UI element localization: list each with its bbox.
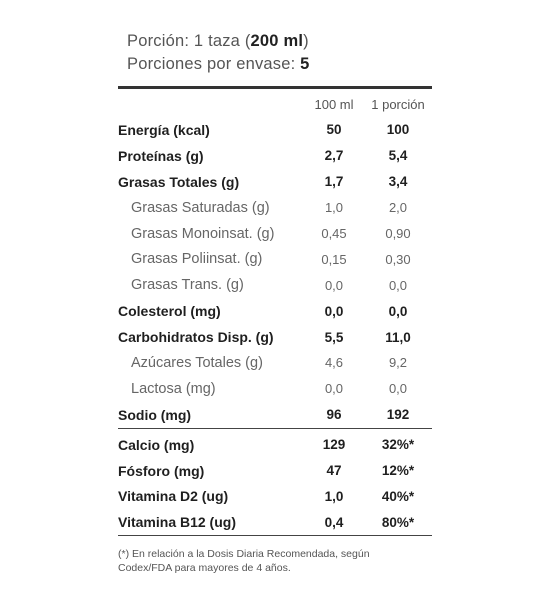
nutrition-facts-panel — [118, 30, 432, 575]
table-row: Lactosa (mg) 0,0 0,0 — [131, 380, 408, 397]
table-row: Calcio (mg) 129 32%* — [118, 436, 415, 453]
table-row: Grasas Totales (g) 1,7 3,4 — [118, 173, 408, 190]
divider-bottom — [118, 535, 432, 536]
table-row: Sodio (mg) 96 192 — [118, 406, 410, 423]
column-header-portion: 1 porción — [371, 96, 425, 112]
table-row: Grasas Saturadas (g) 1,0 2,0 — [131, 199, 408, 216]
footnote: (*) En relación a la Dosis Diaria Recomendada, según Codex/FDA para mayores de 4 años. — [118, 548, 370, 575]
table-row: Colesterol (mg) 0,0 0,0 — [118, 303, 408, 320]
serving-info — [118, 30, 432, 76]
column-header-100ml: 100 ml — [314, 96, 354, 112]
column-headers — [118, 91, 432, 117]
table-row: Fósforo (mg) 47 12%* — [118, 462, 415, 479]
servings-per-container: Porciones por envase: 5 — [127, 55, 310, 73]
table-row: Grasas Monoinsat. (g) 0,45 0,90 — [131, 225, 411, 242]
table-row: Grasas Trans. (g) 0,0 0,0 — [131, 277, 408, 294]
table-row: Proteínas (g) 2,7 5,4 — [118, 147, 408, 164]
table-row: Vitamina D2 (ug) 1,0 40%* — [118, 488, 415, 505]
serving-size: Porción: 1 taza (200 ml) — [127, 32, 309, 50]
table-row: Vitamina B12 (ug) 0,4 80%* — [118, 514, 415, 531]
table-row: Grasas Poliinsat. (g) 0,15 0,30 — [131, 251, 411, 268]
table-row: Energía (kcal) 50 100 — [118, 121, 410, 138]
table-row: Azúcares Totales (g) 4,6 9,2 — [131, 354, 408, 371]
table-row: Carbohidratos Disp. (g) 5,5 11,0 — [118, 329, 411, 346]
divider-thick — [118, 86, 432, 89]
